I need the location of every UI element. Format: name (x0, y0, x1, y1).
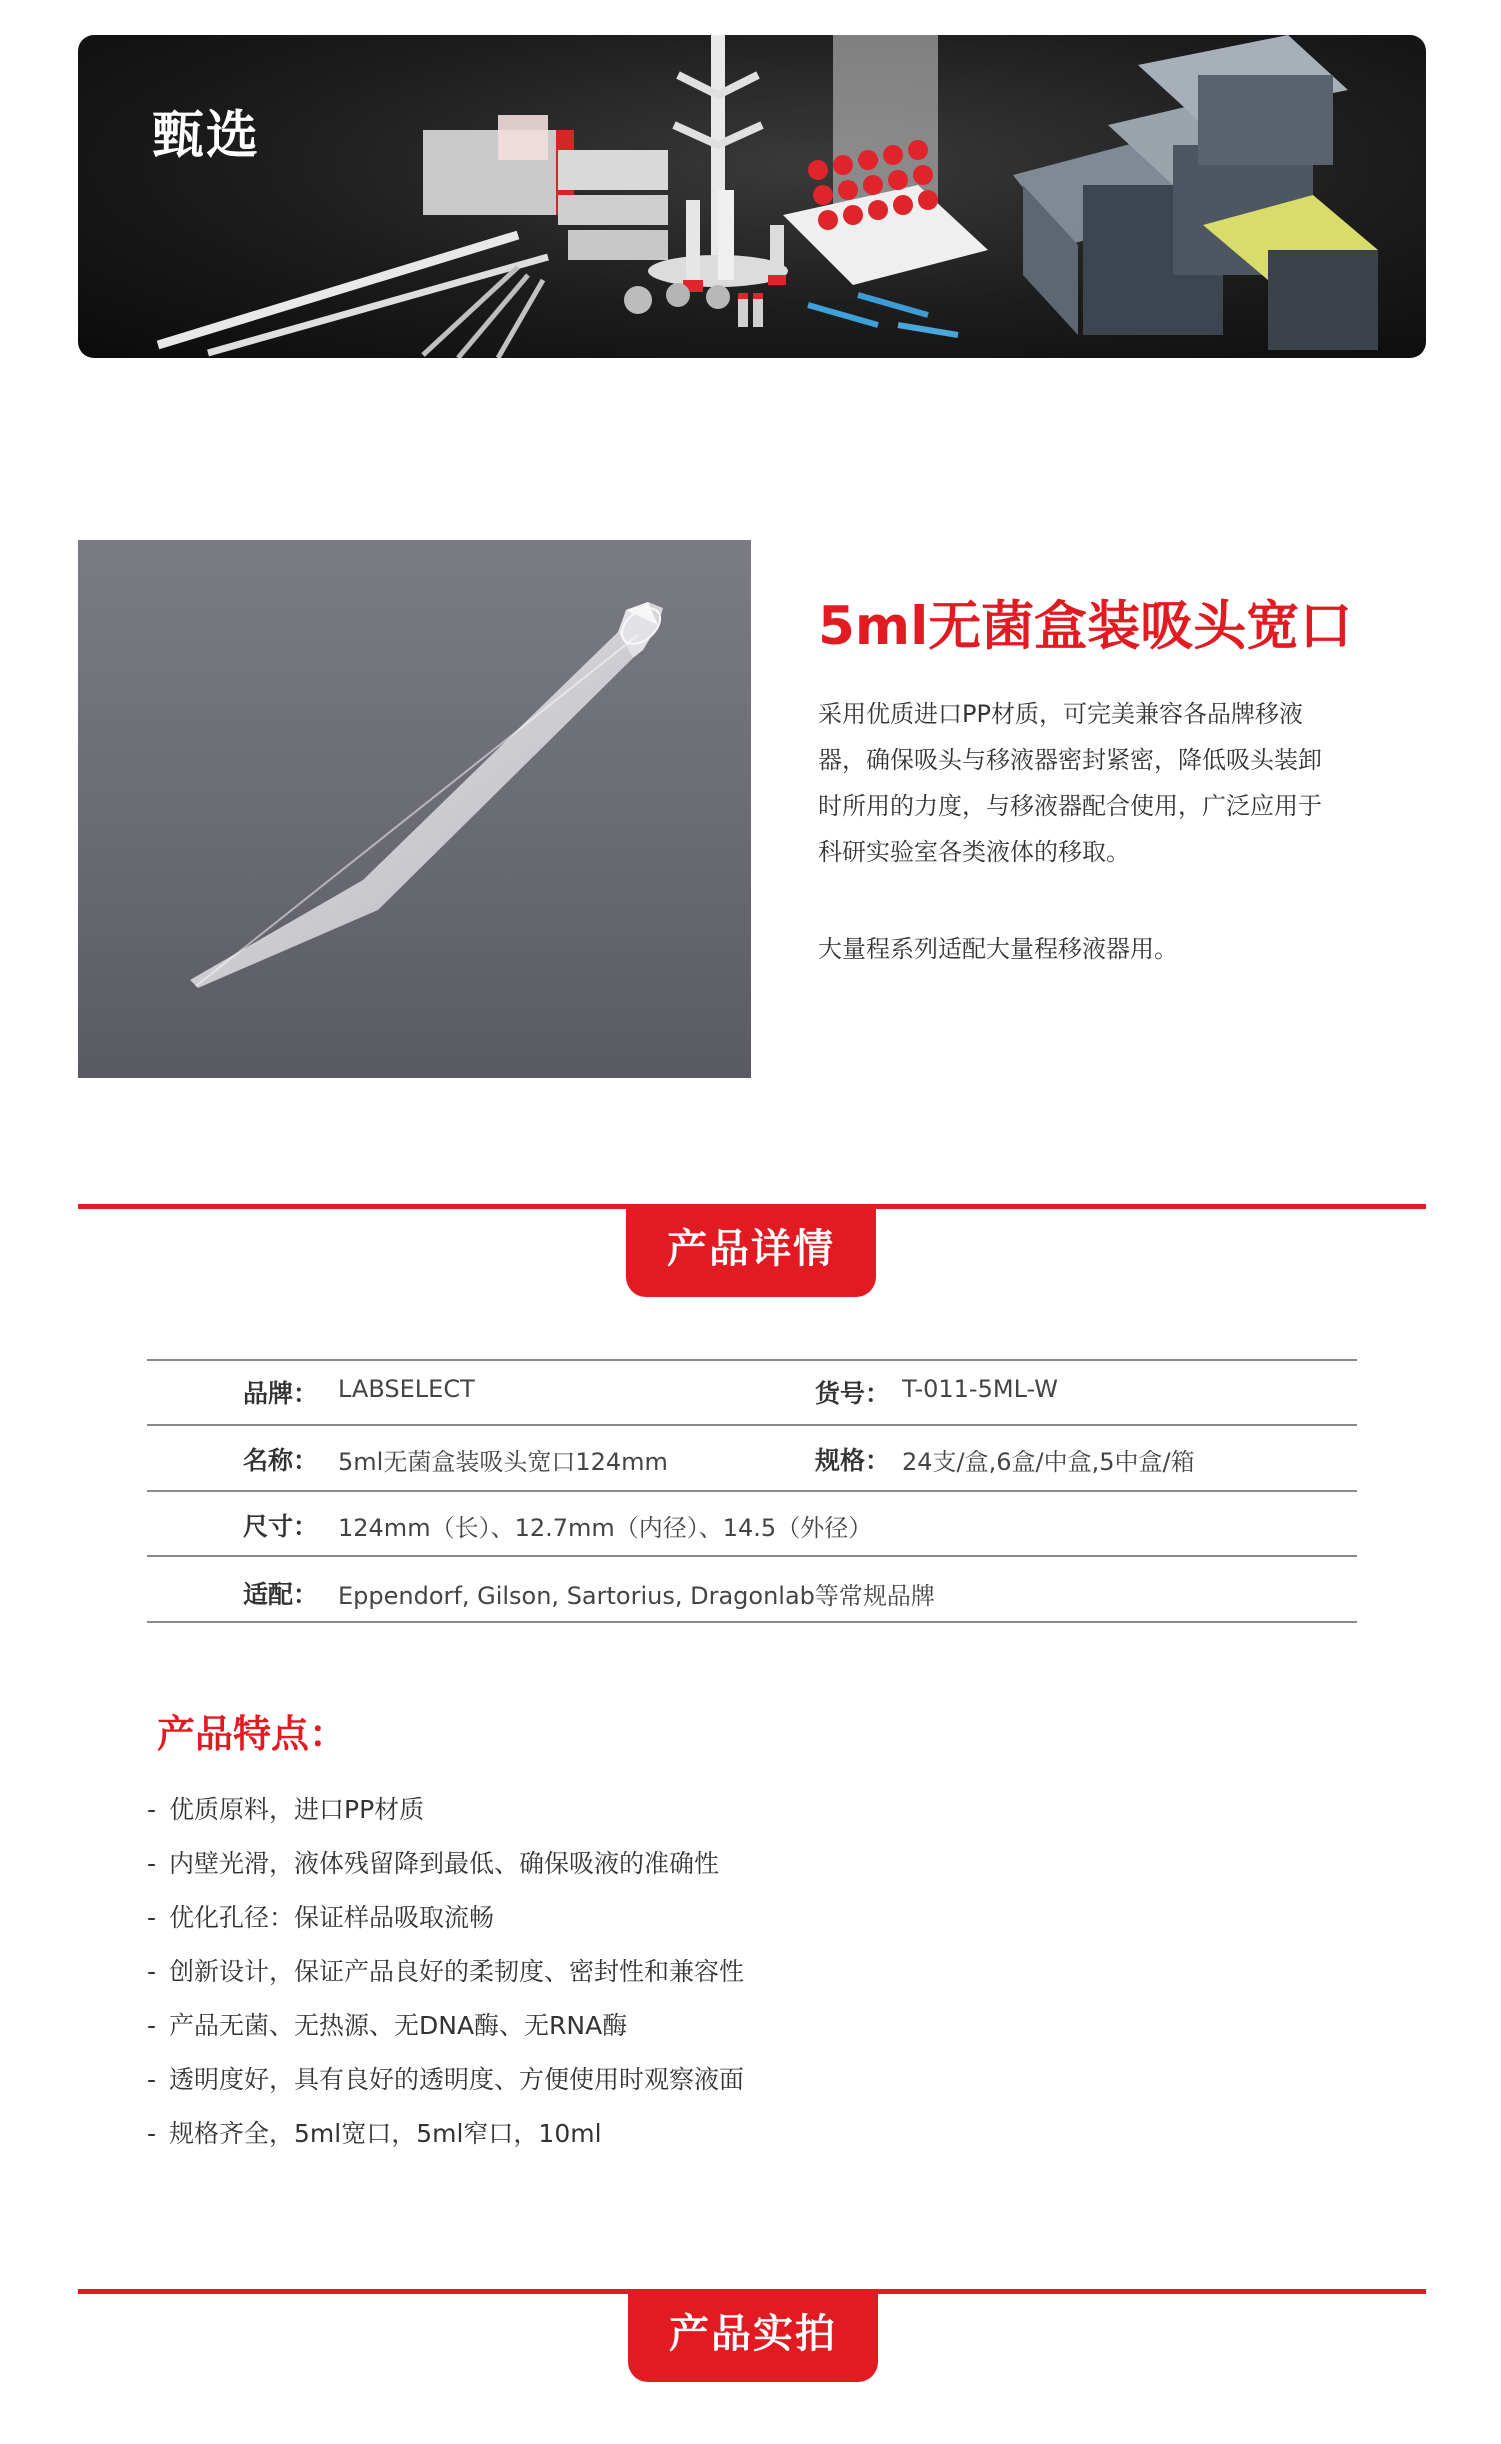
feature-item (147, 2114, 602, 2150)
feature-item (147, 1790, 424, 1826)
product-title: 5ml无菌盒装吸头宽口 (818, 596, 1353, 657)
spec-value: 24支/盒,6盒/中盒,5中盒/箱 (902, 1448, 1195, 1476)
sku-value: T-011-5ML-W (902, 1375, 1058, 1403)
table-rule (147, 1359, 1357, 1361)
name-value: 5ml无菌盒装吸头宽口124mm (338, 1448, 668, 1476)
feature-text: 规格齐全，5ml宽口，5ml窄口，10ml (169, 2119, 602, 2148)
product-description-line: 器，确保吸头与移液器密封紧密，降低吸头装卸 (818, 746, 1322, 774)
name-label: 名称： (243, 1446, 319, 1475)
bullet-dash: - (147, 1849, 157, 1878)
feature-text: 透明度好，具有良好的透明度、方便使用时观察液面 (169, 2065, 745, 2094)
features-title: 产品特点： (157, 1712, 348, 1756)
feature-text: 优化孔径：保证样品吸取流畅 (169, 1903, 495, 1932)
feature-item (147, 1898, 494, 1934)
feature-item (147, 1952, 744, 1988)
brand-value: LABSELECT (338, 1375, 475, 1403)
bullet-dash: - (147, 1903, 157, 1932)
product-description-line: 采用优质进口PP材质，可完美兼容各品牌移液 (818, 700, 1303, 728)
feature-text: 内壁光滑，液体残留降到最低、确保吸液的准确性 (169, 1849, 720, 1878)
feature-text: 产品无菌、无热源、无DNA酶、无RNA酶 (169, 2011, 628, 2040)
size-value: 124mm（长）、12.7mm（内径）、14.5（外径） (338, 1514, 873, 1542)
feature-item (147, 2006, 627, 2042)
compat-label: 适配： (243, 1580, 319, 1609)
feature-text: 优质原料，进口PP材质 (169, 1795, 425, 1824)
bullet-dash: - (147, 2065, 157, 2094)
brand-label: 品牌： (243, 1379, 319, 1408)
spec-label: 规格： (815, 1446, 891, 1475)
compat-value: Eppendorf, Gilson, Sartorius, Dragonlab等常规品牌 (338, 1582, 935, 1610)
hero-banner (78, 35, 1426, 358)
product-description-line: 科研实验室各类液体的移取。 (818, 838, 1130, 866)
table-rule (147, 1424, 1357, 1426)
section-heading-details: 产品详情 (626, 1207, 876, 1297)
size-label: 尺寸： (243, 1512, 319, 1541)
product-description-line: 时所用的力度，与移液器配合使用，广泛应用于 (818, 792, 1322, 820)
sku-label: 货号： (815, 1379, 891, 1408)
table-rule (147, 1490, 1357, 1492)
table-rule (147, 1555, 1357, 1557)
bullet-dash: - (147, 2011, 157, 2040)
bullet-dash: - (147, 1957, 157, 1986)
section-heading-photos: 产品实拍 (628, 2292, 878, 2382)
feature-item (147, 2060, 744, 2096)
feature-text: 创新设计，保证产品良好的柔韧度、密封性和兼容性 (169, 1957, 745, 1986)
table-rule (147, 1621, 1357, 1623)
pipette-tip-illustration (78, 540, 751, 1078)
lab-products-illustration (78, 35, 1426, 358)
bullet-dash: - (147, 1795, 157, 1824)
product-note: 大量程系列适配大量程移液器用。 (818, 935, 1178, 963)
product-image (78, 540, 751, 1078)
brand-logo: 甄选 (152, 106, 261, 166)
feature-item (147, 1844, 719, 1880)
bullet-dash: - (147, 2119, 157, 2148)
